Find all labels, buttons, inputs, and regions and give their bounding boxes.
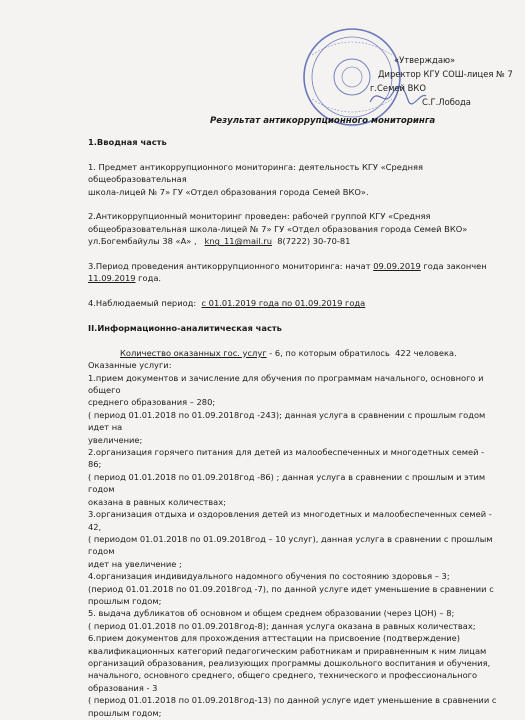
text-span: - 6, по которым обратилось 422 человека. xyxy=(266,347,457,358)
observed-period: с 01.01.2019 года по 01.09.2019 года xyxy=(201,298,366,309)
list-item-line: прошлым годом; xyxy=(88,707,162,718)
list-item-line: ( период 01.01.2018 по 01.09.2018год -86) ; данная услуга в сравнении с прошлым и этим годом xyxy=(88,471,486,495)
text-span: 3.Период проведения антикоррупционного мониторинга: начат xyxy=(88,261,374,272)
paragraph-line xyxy=(88,297,500,309)
text-span: года. xyxy=(135,273,162,284)
list-item-line: прошлым годом; xyxy=(88,595,162,606)
paragraph-line: 1. Предмет антикоррупционного мониторинга: деятельность КГУ «Средняя общеобразовательная xyxy=(88,161,423,185)
services-count-label: Количество оказанных гос. услуг xyxy=(120,347,267,358)
list-item-line: образования - 3 xyxy=(88,682,158,693)
approval-block xyxy=(370,53,513,109)
approval-line: Директор КГУ СОШ-лицея № 7 xyxy=(378,69,513,79)
document-body xyxy=(88,136,500,719)
end-date: 11.09.2019 xyxy=(88,273,136,284)
text-span: года закончен xyxy=(420,261,487,272)
list-item-line: квалификационных категорий педагогическим работникам и приравненным к ним лицам xyxy=(88,645,487,656)
paragraph-line: Оказанные услуги: xyxy=(88,360,172,371)
list-item-line: 4.организация индивидуального надомного обучения по состоянию здоровья – 3; xyxy=(88,571,450,582)
list-item-line: начального, основного среднего, общего среднего, технического и профессионального xyxy=(88,670,478,681)
list-item-line: увеличение; xyxy=(88,434,143,445)
paragraph-line xyxy=(88,347,500,359)
list-item-line: (период 01.01.2018 по 01.09.2018год -7), по данной услуге идет уменьшение в сравнении с xyxy=(88,583,494,594)
list-item-line: идет на увеличение ; xyxy=(88,558,182,569)
section-heading: 1.Вводная часть xyxy=(88,137,167,147)
list-item-line: 1.прием документов и зачисление для обучения по программам начального, основного и общего xyxy=(88,372,484,396)
paragraph-line xyxy=(88,272,500,284)
text-span: 4.Наблюдаемый период: xyxy=(88,298,202,309)
list-item-line: 2.организация горячего питания для детей из малообеспеченных и многодетных семей - 86; xyxy=(88,447,485,470)
approval-line: «Утверждаю» xyxy=(394,55,456,65)
approval-line: С.Г.Лобода xyxy=(422,97,471,107)
list-item-line: 6.прием документов для прохождения аттестации на присвоение (подтверждение) xyxy=(88,633,461,644)
list-item-line: 3.организация отдыха и оздоровления детей из многодетных и малообеспеченных семей - 42, xyxy=(88,509,492,532)
list-item-line: ( период 01.01.2018 по 01.09.2018год-8); данная услуга оказана в равных количествах; xyxy=(88,620,476,631)
phone-text: 8(7222) 30-70-81 xyxy=(271,236,351,247)
list-item-line: ( период 01.01.2018 по 01.09.2018год -243); данная услуга в сравнении с прошлым годом идет на xyxy=(88,409,486,433)
start-date: 09.09.2019 xyxy=(373,261,421,272)
paragraph-line xyxy=(88,235,500,247)
email-link[interactable]: kng_11@mail.ru xyxy=(204,236,272,247)
section-heading: II.Информационно-аналитическая часть xyxy=(88,323,282,334)
document-title: Результат антикоррупционного мониторинга xyxy=(210,116,436,126)
paragraph-line: школа-лицей № 7» ГУ «Отдел образования города Семей ВКО». xyxy=(88,186,369,197)
list-item-line: ( период 01.01.2018 по 01.09.2018год-13) по данной услуге идет уменьшение в сравнении с xyxy=(88,695,497,706)
paragraph-line: общеобразовательная школа-лицей № 7» ГУ «Отдел образования города Семей ВКО» xyxy=(88,223,468,234)
list-item-line: организаций образования, реализующих программы дошкольного воспитания и обучения, xyxy=(88,657,491,668)
address-text: ул.Богембайулы 38 «А» , xyxy=(88,236,205,247)
approval-line: г.Семей ВКО xyxy=(370,83,426,93)
paragraph-line: 2.Антикоррупционный мониторинг проведен: рабочей группой КГУ «Средняя xyxy=(88,211,431,222)
list-item-line: оказана в равных количествах; xyxy=(88,496,226,507)
list-item-line: ( периодом 01.01.2018 по 01.09.2018год – 10 услуг), данная услуга в сравнении с прошлым годом xyxy=(88,533,493,557)
list-item-line: среднего образования – 280; xyxy=(88,397,216,408)
paragraph-line xyxy=(88,260,500,272)
list-item-line: 5. выдача дубликатов об основном и общем среднем образовании (через ЦОН) – 8; xyxy=(88,608,455,619)
